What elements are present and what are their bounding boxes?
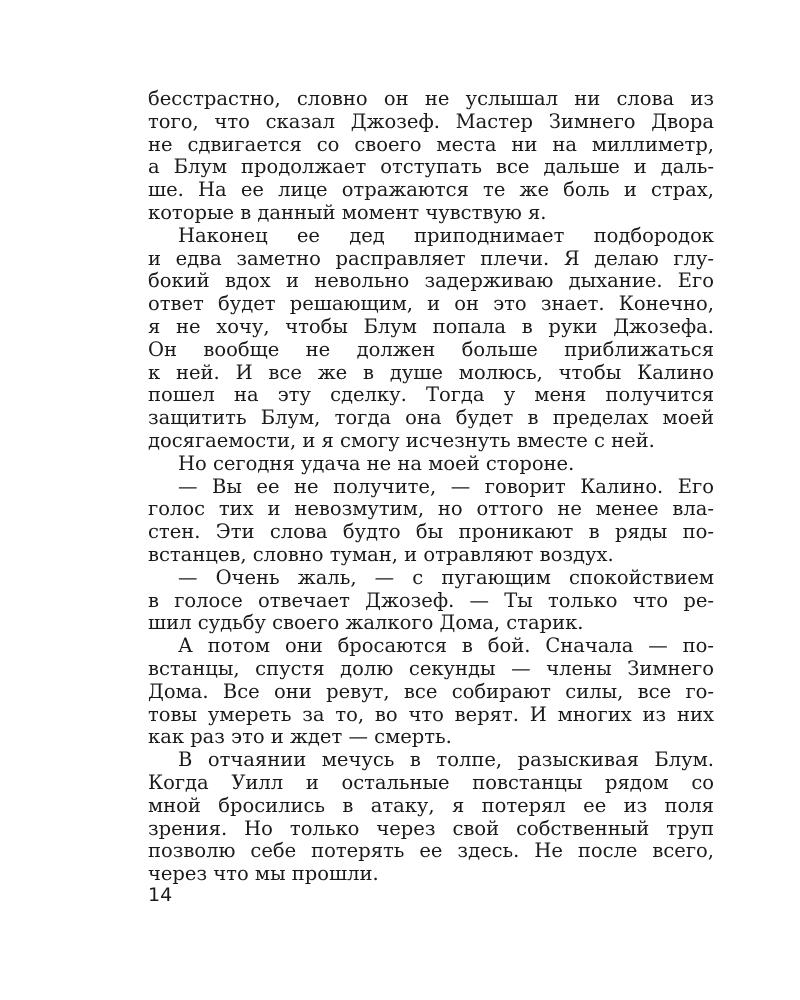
text-line: Наконец ее дед приподнимает подбородок bbox=[178, 223, 714, 247]
text-line: не сдвигается со своего места ни на миллиметр, bbox=[148, 132, 714, 156]
text-line: встанцы, спустя долю секунды — члены Зимнего bbox=[148, 656, 714, 680]
text-line: которые в данный момент чувствую я. bbox=[148, 200, 547, 224]
text-line: в голосе отвечает Джозеф. — Ты только что ре- bbox=[148, 588, 714, 612]
text-line: а Блум продолжает отступать все дальше и даль- bbox=[148, 155, 714, 179]
text-line: Дома. Все они ревут, все собирают силы, все го- bbox=[148, 679, 714, 703]
text-line: ше. На ее лице отражаются те же боль и страх, bbox=[148, 178, 714, 202]
text-line: бесстрастно, словно он не услышал ни слова из bbox=[148, 87, 714, 110]
text-line: мной бросились в атаку, я потерял ее из поля bbox=[148, 793, 714, 817]
text-line: и едва заметно расправляет плечи. Я делаю глу- bbox=[148, 246, 714, 270]
text-line: к ней. И все же в душе молюсь, чтобы Калино bbox=[148, 360, 714, 384]
text-line: пошел на эту сделку. Тогда у меня получится bbox=[148, 383, 714, 407]
text-line: позволю себе потерять ее здесь. Не после всего, bbox=[148, 839, 714, 863]
text-line: бокий вдох и невольно задерживаю дыхание. Его bbox=[148, 269, 714, 293]
text-line: стен. Эти слова будто бы проникают в ряды по- bbox=[148, 520, 714, 544]
text-line: А потом они бросаются в бой. Сначала — по- bbox=[178, 634, 714, 658]
text-line: встанцев, словно туман, и отравляют воздух. bbox=[148, 542, 614, 566]
text-line: защитить Блум, тогда она будет в пределах моей bbox=[148, 406, 714, 430]
text-line: товы умереть за то, во что верят. И многих из них bbox=[148, 702, 714, 726]
text-line: зрения. Но только через свой собственный труп bbox=[148, 816, 714, 840]
text-line: шил судьбу своего жалкого Дома, старик. bbox=[148, 611, 584, 635]
text-line: ответ будет решающим, и он это знает. Конечно, bbox=[148, 292, 714, 316]
text-line: как раз это и ждет — смерть. bbox=[148, 725, 452, 749]
text-line: Он вообще не должен больше приближаться bbox=[148, 337, 714, 361]
text-line: я не хочу, чтобы Блум попала в руки Джозефа. bbox=[148, 314, 714, 338]
book-page-text bbox=[148, 88, 714, 886]
text-line: Когда Уилл и остальные повстанцы рядом со bbox=[148, 770, 714, 794]
page-number: 14 bbox=[148, 884, 173, 906]
text-line: того, что сказал Джозеф. Мастер Зимнего Двора bbox=[148, 109, 714, 133]
text-line: — Очень жаль, — с пугающим спокойствием bbox=[178, 565, 714, 589]
text-line: голос тих и невозмутим, но оттого не менее вла- bbox=[148, 497, 714, 521]
text-line: — Вы ее не получите, — говорит Калино. Его bbox=[178, 474, 714, 498]
text-line: В отчаянии мечусь в толпе, разыскивая Блум. bbox=[178, 748, 714, 772]
text-line: через что мы прошли. bbox=[148, 862, 379, 886]
text-line: досягаемости, и я смогу исчезнуть вместе с ней. bbox=[148, 428, 655, 452]
text-line: Но сегодня удача не на моей стороне. bbox=[178, 451, 575, 475]
